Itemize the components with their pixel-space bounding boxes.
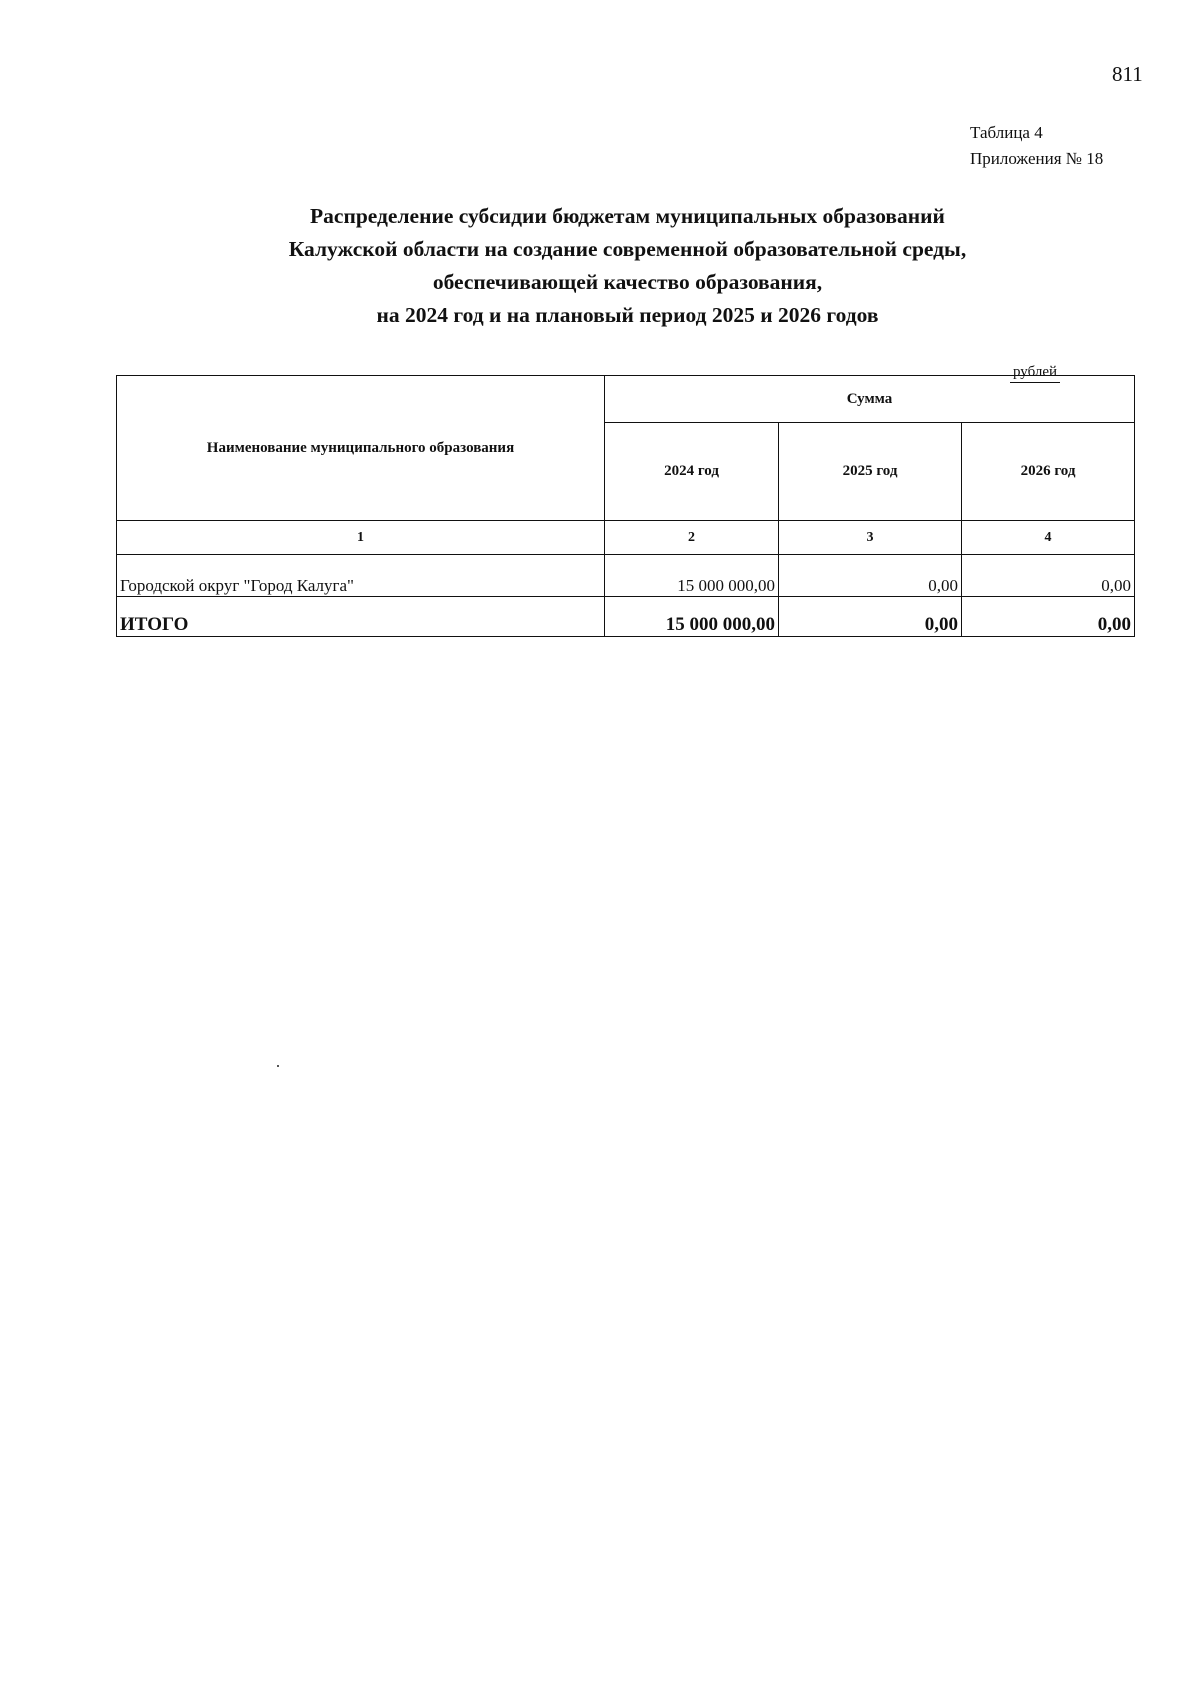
table-reference-line: Таблица 4 <box>970 123 1043 142</box>
column-number: 2 <box>605 521 779 555</box>
table-reference <box>970 120 1103 172</box>
appendix-reference-line: Приложения № 18 <box>970 149 1104 168</box>
column-number: 4 <box>962 521 1135 555</box>
scan-speck <box>277 1065 279 1067</box>
total-label: ИТОГО <box>117 597 605 637</box>
title-line: на 2024 год и на плановый период 2025 и 2026 годов <box>376 303 879 327</box>
column-number-row <box>117 521 1135 555</box>
header-municipality-name: Наименование муниципального образования <box>117 376 605 521</box>
header-year-2026: 2026 год <box>962 423 1135 521</box>
total-2025: 0,00 <box>779 597 962 637</box>
column-number: 3 <box>779 521 962 555</box>
amount-2025: 0,00 <box>779 555 962 597</box>
total-2026: 0,00 <box>962 597 1135 637</box>
table-row <box>117 555 1135 597</box>
units-label: рублей <box>1010 364 1060 383</box>
column-number: 1 <box>117 521 605 555</box>
total-row <box>117 597 1135 637</box>
document-title <box>160 200 1095 332</box>
total-2024: 15 000 000,00 <box>605 597 779 637</box>
header-year-2025: 2025 год <box>779 423 962 521</box>
amount-2024: 15 000 000,00 <box>605 555 779 597</box>
amount-2026: 0,00 <box>962 555 1135 597</box>
title-line: обеспечивающей качество образования, <box>432 270 823 294</box>
header-year-2024: 2024 год <box>605 423 779 521</box>
subsidy-table <box>116 375 1135 637</box>
title-line: Распределение субсидии бюджетам муниципальных образований <box>310 204 945 228</box>
title-line: Калужской области на создание современной образовательной среды, <box>288 237 967 261</box>
municipality-name: Городской округ "Город Калуга" <box>117 555 605 597</box>
header-sum: Сумма <box>605 376 1135 423</box>
page-number: 811 <box>1112 62 1143 86</box>
